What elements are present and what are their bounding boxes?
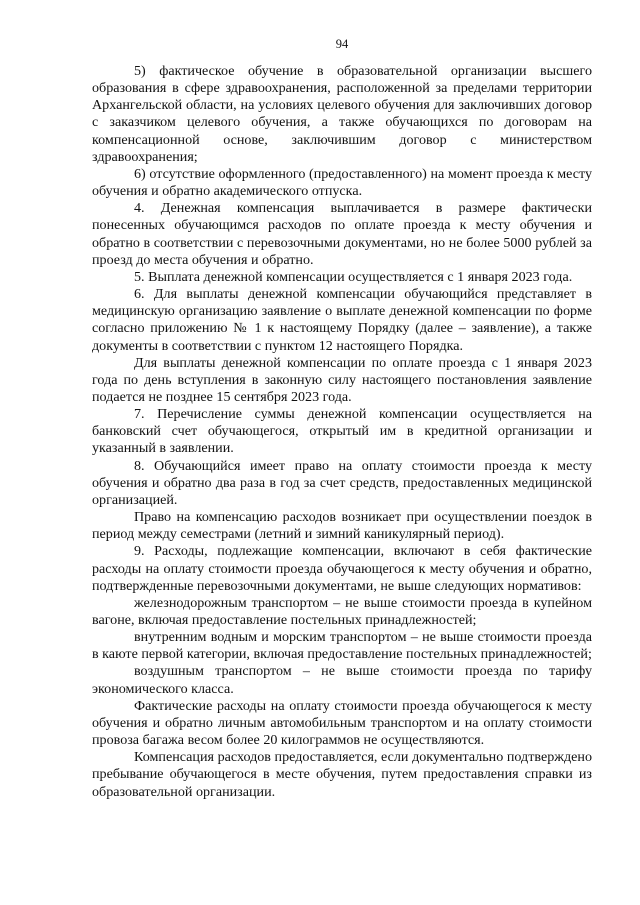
paragraph-item-5: 5) фактическое обучение в образовательной организации высшего образования в сфере здравоохранения, расположенной за пределами территории Архангельской области, на условиях целевого обучения для заключивших договор с заказчиком целевого обучения, а также обучающихся по договорам на компенсационной основе, заключившим договор с министерством здравоохранения; xyxy=(92,63,592,165)
paragraph-certificate: Компенсация расходов предоставляется, если документально подтверждено пребывание обучающегося в месте обучения, путем предоставления справки из образовательной организации. xyxy=(92,749,592,800)
paragraph-compensation-right: Право на компенсацию расходов возникает при осуществлении поездок в период между семестрами (летний и зимний каникулярный период). xyxy=(92,509,592,543)
paragraph-rail-transport: железнодорожным транспортом – не выше стоимости проезда в купейном вагоне, включая предоставление постельных принадлежностей; xyxy=(92,594,592,628)
paragraph-clause-9: 9. Расходы, подлежащие компенсации, включают в себя фактические расходы на оплату стоимости проезда обучающегося к месту обучения и обратно, подтвержденные перевозочными документами, не выше следующих нормативов: xyxy=(92,543,592,594)
paragraph-deadline: Для выплаты денежной компенсации по оплате проезда с 1 января 2023 года по день вступления в законную силу настоящего постановления заявление подается не позднее 15 сентября 2023 года. xyxy=(92,354,592,405)
paragraph-water-transport: внутренним водным и морским транспортом – не выше стоимости проезда в каюте первой категории, включая предоставление постельных принадлежностей; xyxy=(92,629,592,663)
paragraph-clause-7: 7. Перечисление суммы денежной компенсации осуществляется на банковский счет обучающегося, открытый им в кредитной организации и указанный в заявлении. xyxy=(92,406,592,457)
paragraph-clause-5: 5. Выплата денежной компенсации осуществляется с 1 января 2023 года. xyxy=(134,268,573,285)
paragraph-clause-8: 8. Обучающийся имеет право на оплату стоимости проезда к месту обучения и обратно два раза в год за счет средств, предоставленных медицинской организацией. xyxy=(92,457,592,508)
page-number: 94 xyxy=(335,37,349,51)
paragraph-clause-6: 6. Для выплаты денежной компенсации обучающийся представляет в медицинскую организацию заявление о выплате денежной компенсации по форме согласно приложению № 1 к настоящему Порядку (далее – заявление), а также документы в соответствии с пунктом 12 настоящего Порядка. xyxy=(92,286,592,354)
paragraph-air-transport: воздушным транспортом – не выше стоимости проезда по тарифу экономического класса. xyxy=(92,663,592,697)
paragraph-clause-4: 4. Денежная компенсация выплачивается в размере фактически понесенных обучающимся расходов по оплате проезда к месту обучения и обратно в соответствии с перевозочными документами, но не более 5000 рублей за проезд до места обучения и обратно. xyxy=(92,200,592,268)
paragraph-item-6: 6) отсутствие оформленного (предоставленного) на момент проезда к месту обучения и обратно академического отпуска. xyxy=(92,165,592,200)
paragraph-car-baggage: Фактические расходы на оплату стоимости проезда обучающегося к месту обучения и обратно личным автомобильным транспортом и на оплату стоимости провоза багажа весом более 20 килограммов не осуществляются. xyxy=(92,697,592,749)
